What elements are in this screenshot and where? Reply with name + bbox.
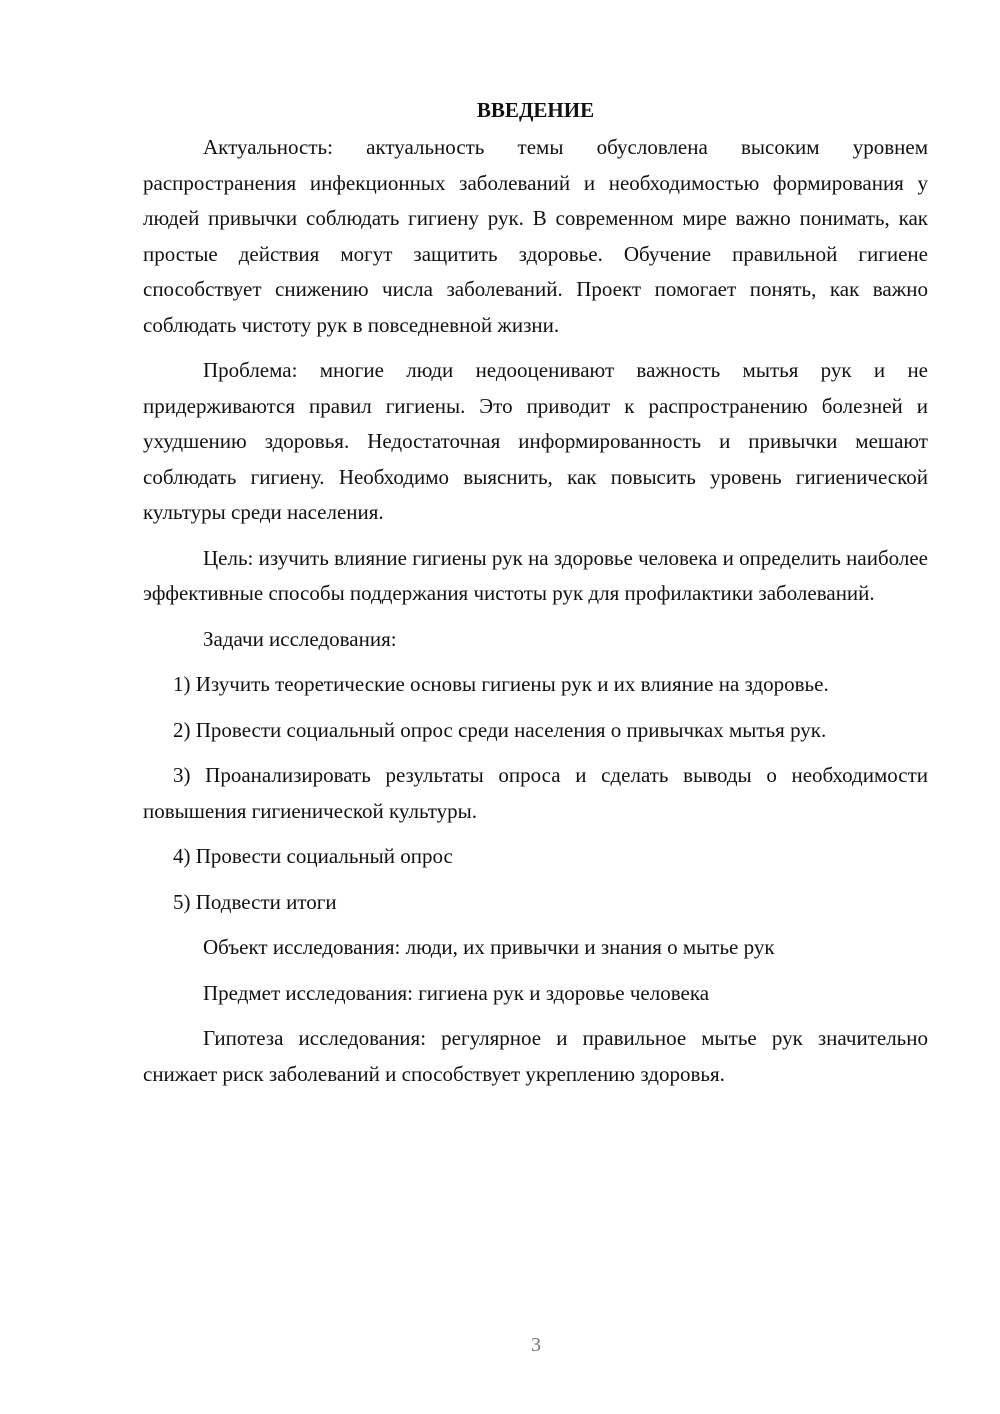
tasks-heading: Задачи исследования:: [203, 626, 397, 651]
paragraph-subject: Предмет исследования: гигиена рук и здоровье человека: [203, 980, 710, 1005]
paragraph-hypothesis: Гипотеза исследования: регулярное и правильное мытье рук значительно снижает риск заболеваний и способствует укреплению здоровья.: [143, 1026, 928, 1086]
paragraph-relevance: Актуальность: актуальность темы обусловлена высоким уровнем распространения инфекционных заболеваний и необходимостью формирования у людей привычки соблюдать гигиену рук. В современном мире важно понимать, как простые действия могут защитить здоровье. Обучение правильной гигиене способствует снижению числа заболеваний. Проект помогает понять, как важно соблюдать чистоту рук в повседневной жизни.: [143, 135, 928, 337]
task-item: 1) Изучить теоретические основы гигиены рук и их влияние на здоровье.: [173, 672, 829, 696]
document-page: [143, 95, 928, 1092]
page-number: 3: [531, 1334, 541, 1356]
task-item: 5) Подвести итоги: [173, 889, 337, 914]
section-title: ВВЕДЕНИЕ: [476, 98, 595, 122]
paragraph-problem: Проблема: многие люди недооценивают важность мытья рук и не придерживаются правил гигиены. Это приводит к распространению болезней и ухудшению здоровья. Недостаточная информированность и привычки мешают соблюдать гигиену. Необходимо выяснить, как повысить уровень гигиенической культуры среди населения.: [143, 358, 928, 524]
task-item: 3) Проанализировать результаты опроса и сделать выводы о необходимости повышения гигиенической культуры.: [143, 763, 928, 823]
paragraph-object: Объект исследования: люди, их привычки и знания о мытье рук: [203, 935, 775, 959]
task-item: 4) Провести социальный опрос: [173, 844, 453, 868]
task-item: 2) Провести социальный опрос среди населения о привычках мытья рук.: [173, 717, 827, 742]
paragraph-goal: Цель: изучить влияние гигиены рук на здоровье человека и определить наиболее эффективные способы поддержания чистоты рук для профилактики заболеваний.: [143, 545, 928, 605]
